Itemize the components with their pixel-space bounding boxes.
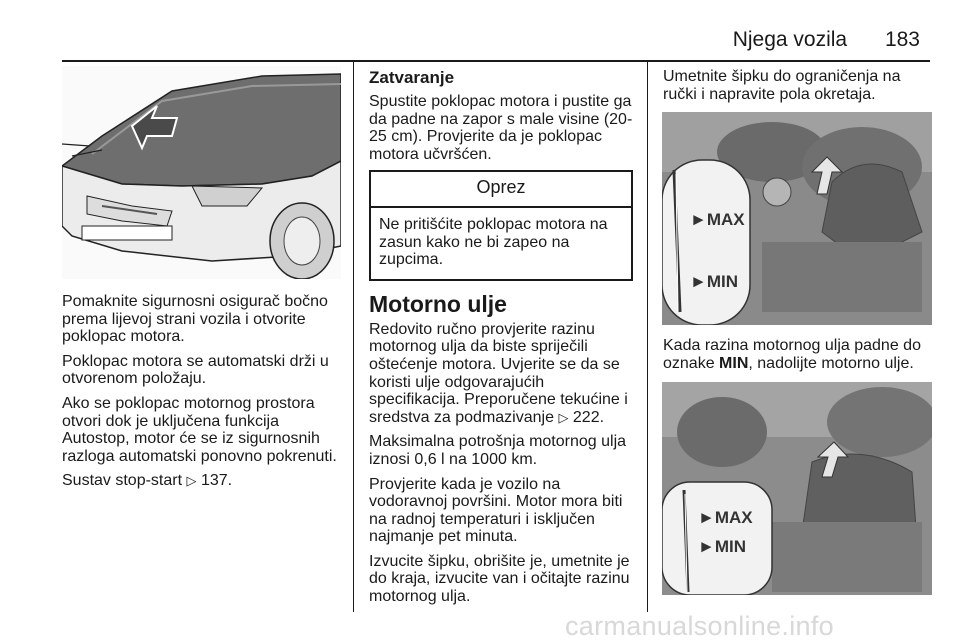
engine-oil-heading: Motorno ulje (369, 290, 507, 317)
min-text: MIN (714, 537, 746, 556)
triangle-right-icon: ► (690, 272, 707, 291)
stop-start-text: Sustav stop-start (62, 472, 183, 490)
stop-start-link[interactable]: 137. (200, 472, 233, 490)
min-text: MIN (706, 272, 738, 291)
dipstick-2-min-label (698, 537, 746, 557)
max-text: MAX (714, 508, 753, 527)
closing-heading: Zatvaranje (369, 68, 455, 87)
column-2 (369, 68, 633, 613)
triangle-right-icon: ► (698, 508, 715, 527)
triangle-right-icon: ► (698, 537, 715, 556)
min-level-text-end: , nadolijte motorno ulje. (748, 354, 914, 372)
paragraph: Provjerite kada je vozilo na vodoravnoj površini. Motor mora biti na radnoj temperaturi i isključen najmanje pet minuta. (369, 475, 623, 546)
column-divider-1 (353, 62, 354, 612)
paragraph: Maksimalna potrošnja motornog ulja iznosi 0,6 l na 1000 km. (369, 433, 627, 468)
watermark: carmanualsonline.info (565, 611, 834, 641)
paragraph-stop-start (62, 472, 344, 490)
dipstick-illustration-1 (662, 112, 932, 325)
paragraph: Ako se poklopac motornog prostora otvori dok je uključena funkcija Autostop, motor će se iz sigurnosnih razloga automatski ponovno pokrenuti. (62, 394, 337, 465)
triangle-right-icon: ► (690, 210, 707, 229)
page-number: 183 (884, 28, 920, 51)
section-title: Njega vozila (732, 28, 848, 51)
warning-text: Ne pritišćite poklopac motora na zasun kako ne bi zapeo na zupcima. (379, 215, 608, 269)
dipstick-1-min-label (690, 272, 738, 292)
hood-release-illustration (62, 66, 341, 279)
oil-text: Redovito ručno provjerite razinu motornog ulja da biste spriječili oštećenje motora. Uvjerite se da se koristi ulje odgovarajućih specifikacija. Preporučene tekućine i sredstva za podmazivanje (369, 320, 628, 426)
page-header (733, 28, 920, 52)
column-divider-2 (647, 62, 648, 612)
dipstick-2-max-label (698, 508, 753, 528)
xref-triangle-icon: ▷ (558, 409, 569, 425)
lubricants-link[interactable]: 222. (572, 408, 605, 426)
column-1 (62, 293, 344, 497)
max-text: MAX (706, 210, 745, 229)
min-level-text: Kada razina motornog ulja padne do oznake (663, 337, 921, 372)
xref-triangle-icon: ▷ (186, 473, 197, 489)
paragraph: Izvucite šipku, obrišite je, umetnite je do kraja, izvucite van i očitajte razinu motornog ulja. (369, 552, 630, 606)
paragraph: Poklopac motora se automatski drži u otvorenom položaju. (62, 352, 329, 388)
paragraph-oil-1 (369, 321, 633, 427)
header-rule (62, 60, 930, 62)
column-3-top (663, 68, 933, 110)
paragraph: Spustite poklopac motora i pustite ga da padne na zapor s male visine (20-25 cm). Provjerite da je poklopac motora učvršćen. (369, 93, 633, 163)
column-3-bottom (663, 337, 933, 379)
paragraph: Umetnite šipku do ograničenja na ručki i napravite pola okretaja. (663, 68, 901, 103)
paragraph: Pomaknite sigurnosni osigurač bočno prema lijevoj strani vozila i otvorite poklopac motora. (62, 293, 328, 346)
dipstick-1-max-label (690, 210, 745, 230)
min-bold: MIN (719, 354, 749, 372)
warning-title: Oprez (371, 172, 631, 208)
dipstick-illustration-2 (662, 382, 932, 595)
warning-box (369, 170, 633, 280)
paragraph-min-level (663, 337, 933, 372)
